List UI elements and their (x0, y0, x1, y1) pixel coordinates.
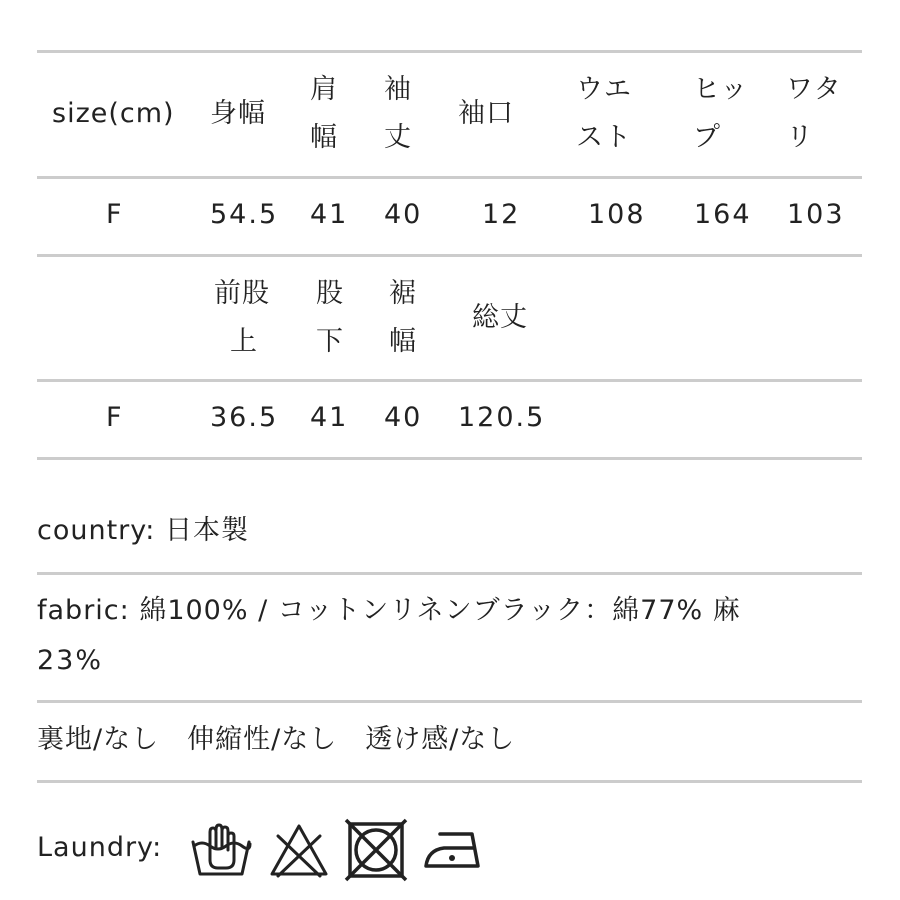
row-cuff: 12 (482, 199, 521, 230)
divider (37, 780, 862, 783)
header-cuff: 袖口 (458, 98, 514, 129)
properties-line: 裏地/なし 伸縮性/なし 透け感/なし (37, 724, 516, 755)
row-body-width: 54.5 (210, 199, 279, 230)
row2-hem-width: 40 (384, 402, 423, 433)
header-sleeve-length: 袖 丈 (384, 74, 412, 153)
divider (37, 379, 862, 382)
divider (37, 457, 862, 460)
divider (37, 254, 862, 257)
fabric-line-continued: 23% (37, 645, 104, 676)
row-thigh: 103 (787, 199, 845, 230)
row-waist: 108 (588, 199, 646, 230)
header-thigh: ワタ リ (786, 74, 842, 153)
row2-inseam: 41 (310, 402, 349, 433)
no-bleach-icon (268, 822, 330, 878)
divider (37, 50, 862, 53)
header-waist: ウエ スト (576, 74, 632, 153)
hand-wash-icon (188, 820, 254, 880)
laundry-label: Laundry: (37, 832, 163, 863)
header-front-rise: 前股 上 (214, 278, 270, 357)
header-size-label: size(cm) (52, 98, 175, 129)
laundry-icons (188, 818, 500, 882)
header-body-width: 身幅 (210, 98, 266, 129)
header-hip: ヒッ プ (693, 74, 749, 153)
divider (37, 700, 862, 703)
header-total-length: 総丈 (472, 302, 528, 333)
row-shoulder-width: 41 (310, 199, 349, 230)
no-tumble-dry-icon (344, 818, 408, 882)
divider (37, 572, 862, 575)
row-sleeve-length: 40 (384, 199, 423, 230)
row2-size: F (106, 402, 124, 433)
row-size: F (106, 199, 124, 230)
row2-total-length: 120.5 (458, 402, 546, 433)
row-hip: 164 (694, 199, 752, 230)
fabric-line: fabric: 綿100% / コットンリネンブラック：綿77% 麻 (37, 595, 741, 626)
row2-front-rise: 36.5 (210, 402, 279, 433)
divider (37, 176, 862, 179)
iron-low-icon (422, 826, 486, 874)
header-hem-width: 裾 幅 (389, 278, 417, 357)
header-inseam: 股 下 (316, 278, 344, 357)
header-shoulder-width: 肩 幅 (310, 74, 338, 153)
country-line: country: 日本製 (37, 515, 249, 546)
